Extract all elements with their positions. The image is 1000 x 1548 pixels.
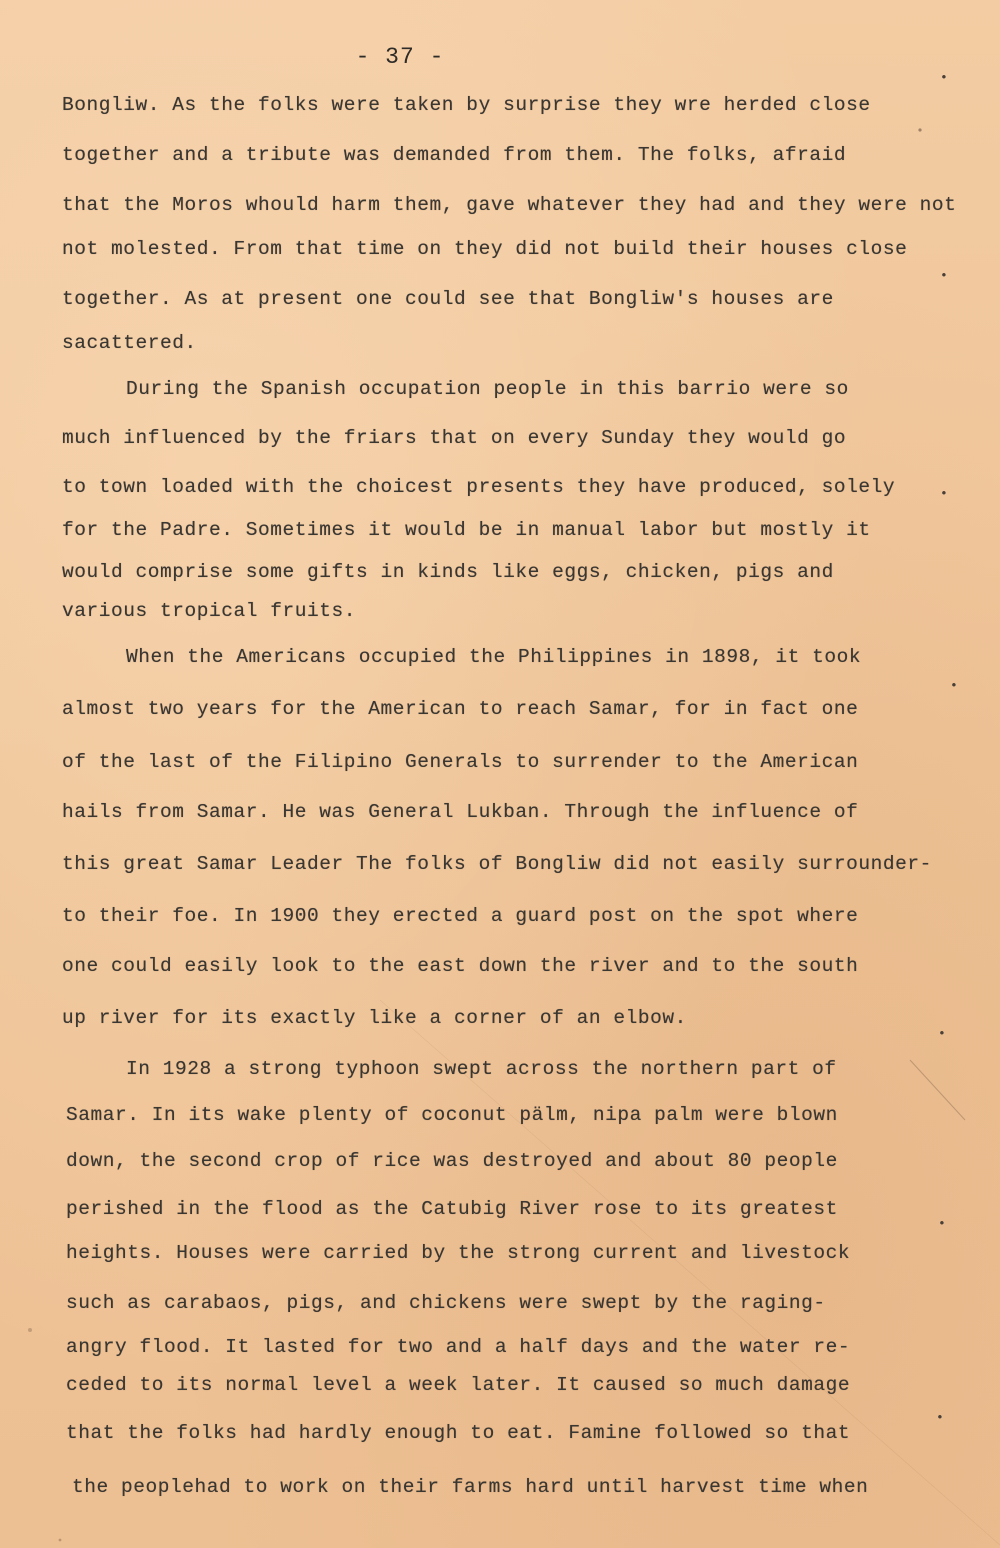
text-line: sacattered. xyxy=(62,332,197,354)
text-line: not molested. From that time on they did not build their houses close xyxy=(62,238,908,260)
text-line: Samar. In its wake plenty of coconut pälm, nipa palm were blown xyxy=(66,1104,838,1126)
margin-tick-icon: • xyxy=(940,268,948,283)
text-line: this great Samar Leader The folks of Bongliw did not easily surrounder- xyxy=(62,853,932,875)
margin-tick-icon: • xyxy=(940,70,948,85)
text-line: together. As at present one could see that Bongliw's houses are xyxy=(62,288,834,310)
margin-tick-icon: • xyxy=(940,486,948,501)
text-line: various tropical fruits. xyxy=(62,600,357,622)
text-line: that the folks had hardly enough to eat. Famine followed so that xyxy=(66,1422,851,1444)
text-line: perished in the flood as the Catubig River rose to its greatest xyxy=(66,1198,838,1220)
margin-tick-icon: • xyxy=(938,1026,946,1041)
text-line: of the last of the Filipino Generals to surrender to the American xyxy=(62,751,859,773)
text-line: hails from Samar. He was General Lukban. Through the influence of xyxy=(62,801,859,823)
page-number: - 37 - xyxy=(355,44,445,70)
text-line: that the Moros whould harm them, gave whatever they had and they were not xyxy=(62,194,957,216)
text-line: one could easily look to the east down the river and to the south xyxy=(62,955,859,977)
text-line: ceded to its normal level a week later. It caused so much damage xyxy=(66,1374,851,1396)
text-line: Bongliw. As the folks were taken by surprise they wre herded close xyxy=(62,94,871,116)
text-line: up river for its exactly like a corner of an elbow. xyxy=(62,1007,687,1029)
text-line: angry flood. It lasted for two and a half days and the water re- xyxy=(66,1336,851,1358)
text-line: together and a tribute was demanded from them. The folks, afraid xyxy=(62,144,847,166)
paragraph-first-line: When the Americans occupied the Philippines in 1898, it took xyxy=(126,646,862,668)
margin-tick-icon: • xyxy=(950,678,958,693)
text-line: to their foe. In 1900 they erected a guard post on the spot where xyxy=(62,905,859,927)
text-line: would comprise some gifts in kinds like eggs, chicken, pigs and xyxy=(62,561,834,583)
paragraph-first-line: During the Spanish occupation people in this barrio were so xyxy=(126,378,849,400)
text-line: for the Padre. Sometimes it would be in manual labor but mostly it xyxy=(62,519,871,541)
text-line: almost two years for the American to reach Samar, for in fact one xyxy=(62,698,859,720)
text-line: much influenced by the friars that on every Sunday they would go xyxy=(62,427,847,449)
text-line: heights. Houses were carried by the strong current and livestock xyxy=(66,1242,851,1264)
text-line: the peoplehad to work on their farms hard until harvest time when xyxy=(72,1476,869,1498)
margin-tick-icon: • xyxy=(936,1410,944,1425)
paragraph-first-line: In 1928 a strong typhoon swept across the northern part of xyxy=(126,1058,837,1080)
text-line: such as carabaos, pigs, and chickens were swept by the raging- xyxy=(66,1292,826,1314)
margin-tick-icon: • xyxy=(938,1216,946,1231)
text-line: down, the second crop of rice was destroyed and about 80 people xyxy=(66,1150,838,1172)
text-line: to town loaded with the choicest presents they have produced, solely xyxy=(62,476,896,498)
